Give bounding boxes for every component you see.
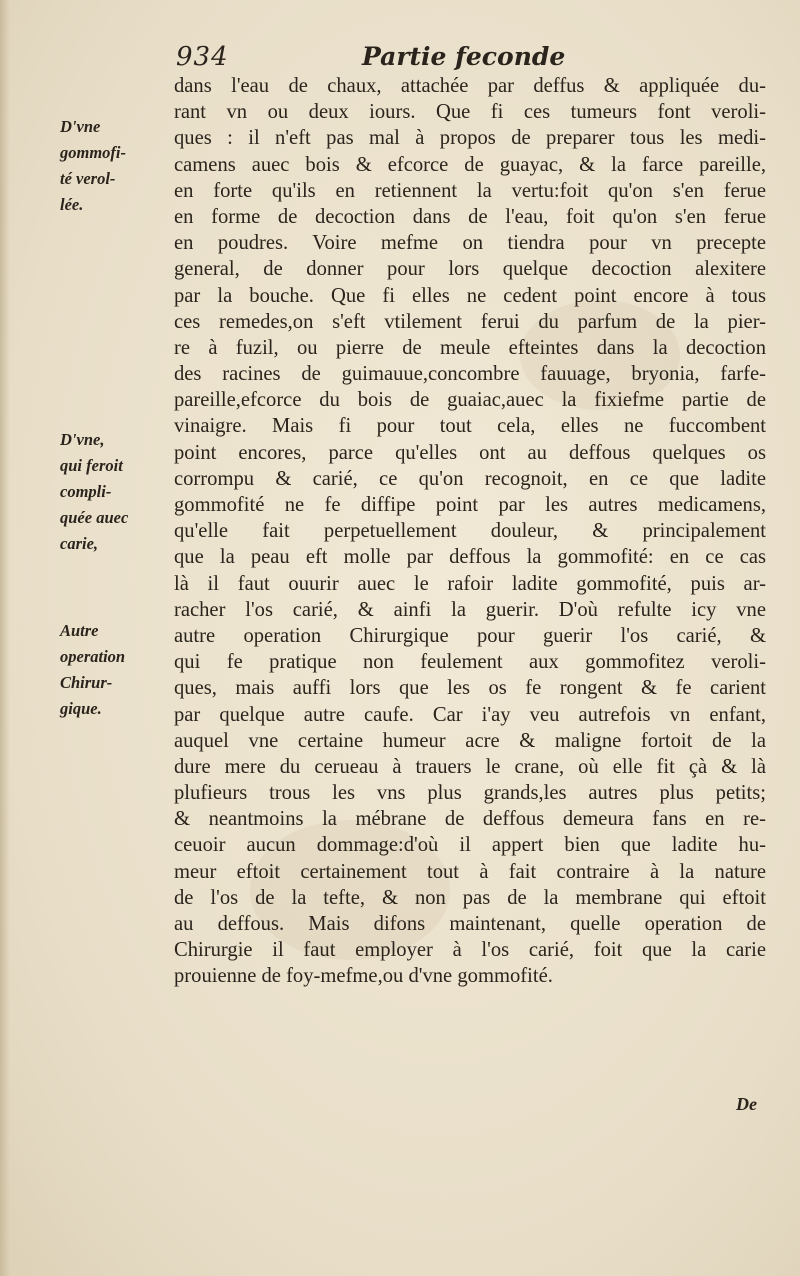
margin-note-line: qui feroit xyxy=(60,456,123,475)
text-line: qui fe pratique non feulement aux gommofitez veroli- xyxy=(174,651,766,674)
margin-note-line: gommofi- xyxy=(60,143,126,162)
text-line: prouienne de foy-mefme,ou d'vne gommofité. xyxy=(174,965,553,988)
margin-note-line: D'vne xyxy=(60,117,101,136)
text-line: & neantmoins la mébrane de deffous demeura fans en re- xyxy=(174,808,766,831)
running-title: Partie feconde xyxy=(362,42,566,71)
margin-note-line: operation xyxy=(60,647,126,666)
margin-note-line: Autre xyxy=(60,621,99,640)
text-line: dans l'eau de chaux, attachée par deffus & appliquée du- xyxy=(174,75,766,97)
text-line: pareille,efcorce du bois de guaiac,auec la fixiefme partie de xyxy=(174,389,766,412)
text-line: là il faut ouurir auec le rafoir ladite gommofité, puis ar- xyxy=(174,572,766,595)
text-line: autre operation Chirurgique pour guerir l'os carié, & xyxy=(174,624,766,647)
text-line: par la bouche. Que fi elles ne cedent point encore à tous xyxy=(174,284,766,307)
text-line: meur eftoit certainement tout à fait contraire à la nature xyxy=(174,860,766,883)
text-line: rant vn ou deux iours. Que fi ces tumeurs font veroli- xyxy=(174,101,766,124)
text-line: auquel vne certaine humeur acre & maligne fortoit de la xyxy=(174,729,766,752)
text-line: plufieurs trous les vns plus grands,les autres plus petits; xyxy=(174,782,766,805)
text-line: ceuoir aucun dommage:d'où il appert bien que ladite hu- xyxy=(174,834,766,857)
text-line: racher l'os carié, & ainfi la guerir. D'où refulte icy vne xyxy=(174,598,766,621)
text-line: corrompu & carié, ce qu'on recognoit, en ce que ladite xyxy=(174,467,766,490)
margin-note-line: compli- xyxy=(60,482,112,501)
margin-note-line: gique. xyxy=(60,699,102,718)
text-line: qu'elle fait perpetuellement douleur, & principalement xyxy=(174,520,766,543)
margin-note-line: lée. xyxy=(60,195,84,214)
text-line: de l'os de la tefte, & non pas de la membrane qui eftoit xyxy=(174,886,766,909)
page-number: 934 xyxy=(176,42,229,72)
margin-note-line: carie, xyxy=(60,534,99,553)
page-edge-shadow xyxy=(0,0,10,1276)
catchword: De xyxy=(736,1094,757,1114)
body-text xyxy=(174,73,766,990)
text-line: des racines de guimauue,concombre fauuage, bryonia, farfe- xyxy=(174,363,766,386)
text-line: camens auec bois & efcorce de guayac, & la farce pareille, xyxy=(174,153,766,176)
margin-note-line: té verol- xyxy=(60,169,116,188)
text-line: ques : il n'eft pas mal à propos de preparer tous les medi- xyxy=(174,127,766,150)
text-line: re à fuzil, ou pierre de meule efteintes dans la decoction xyxy=(174,336,766,359)
text-line: par quelque autre caufe. Car i'ay veu autrefois vn enfant, xyxy=(174,703,766,726)
text-line: ques, mais auffi lors que les os fe rongent & fe carient xyxy=(174,677,766,700)
text-line: en forme de decoction dans de l'eau, foit qu'on s'en ferue xyxy=(174,205,766,228)
text-line: vinaigre. Mais fi pour tout cela, elles ne fuccombent xyxy=(174,415,766,438)
margin-note-line: quée auec xyxy=(60,508,129,527)
text-line: que la peau eft molle par deffous la gommofité: en ce cas xyxy=(174,546,766,569)
text-line: en forte qu'ils en retiennent la vertu:foit qu'on s'en ferue xyxy=(174,179,766,202)
text-line: dure mere du cerueau à trauers le crane, où elle fit çà & là xyxy=(174,755,766,778)
running-head xyxy=(0,36,800,76)
text-line: au deffous. Mais difons maintenant, quelle operation de xyxy=(174,913,766,935)
text-line: ces remedes,on s'eft vtilement ferui du parfum de la pier- xyxy=(174,310,766,333)
margin-note-carie xyxy=(60,427,170,557)
margin-note-verolee xyxy=(60,114,170,218)
margin-note-operation xyxy=(60,618,170,722)
text-line: Chirurgie il faut employer à l'os carié, foit que la carie xyxy=(174,939,766,962)
text-line: general, de donner pour lors quelque decoction alexitere xyxy=(174,258,766,281)
text-line: en poudres. Voire mefme on tiendra pour vn precepte xyxy=(174,232,766,255)
margin-note-line: Chirur- xyxy=(60,673,113,692)
text-line: gommofité ne fe diffipe point par les autres medicamens, xyxy=(174,494,766,516)
text-line: point encores, parce qu'elles ont au deffous quelques os xyxy=(174,441,766,464)
margin-note-line: D'vne, xyxy=(60,430,105,449)
